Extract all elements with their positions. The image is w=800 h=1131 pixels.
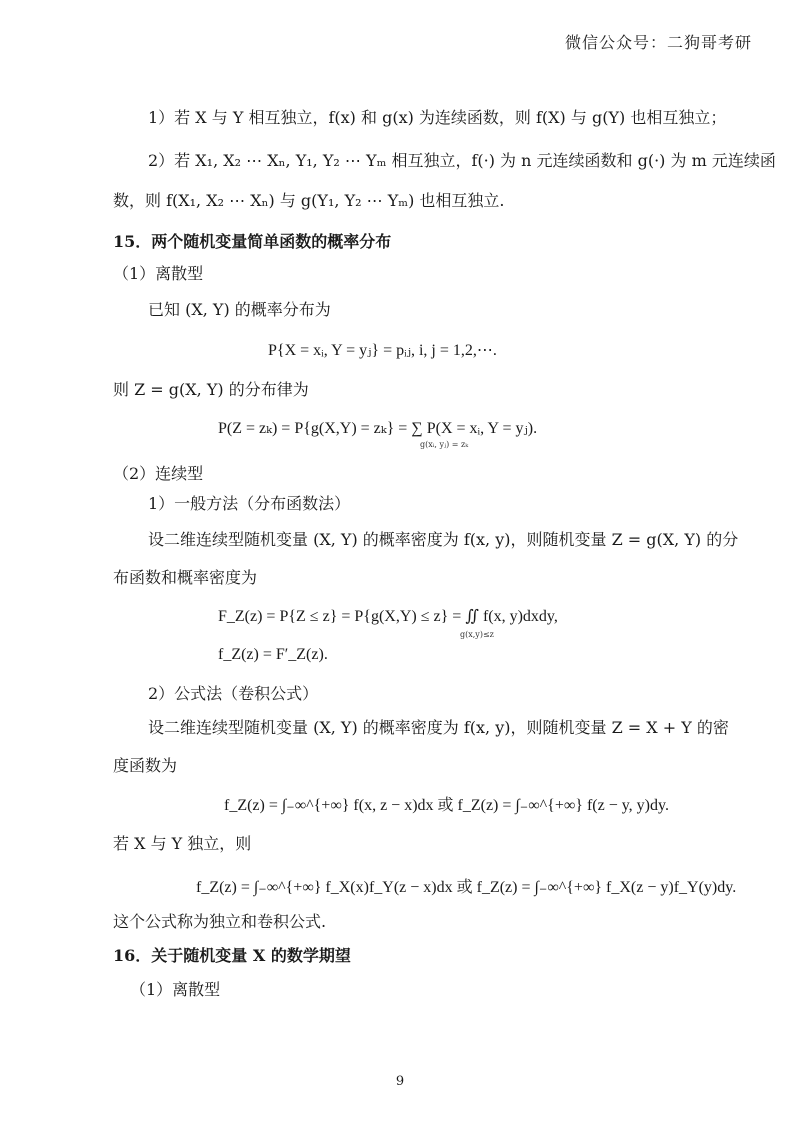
pdf-formula: f_Z(z) = F′_Z(z).: [218, 646, 328, 663]
item-2-line-b: 数，则 f(X₁, X₂ ⋯ Xₙ) 与 g(Y₁, Y₂ ⋯ Yₘ) 也相互独立.: [113, 191, 505, 210]
method-2-text-b: 度函数为: [113, 756, 178, 775]
method-1-text-a: 设二维连续型随机变量 (X, Y) 的概率密度为 f(x, y)，则随机变量 Z = g(X, Y) 的分: [148, 530, 739, 549]
wechat-header: 微信公众号：二狗哥考研: [564, 33, 752, 52]
section-16-title: 16．关于随机变量 X 的数学期望: [113, 946, 351, 965]
convolution-note: 这个公式称为独立和卷积公式.: [113, 912, 327, 931]
continuous-label: （2）连续型: [113, 464, 204, 483]
method-1-text-b: 布函数和概率密度为: [113, 568, 258, 587]
section-15-title: 15．两个随机变量简单函数的概率分布: [113, 232, 392, 251]
item-1: 1）若 X 与 Y 相互独立，f(x) 和 g(x) 为连续函数，则 f(X) 与 g(Y) 也相互独立；: [148, 108, 727, 127]
joint-distribution-formula: P{X = xᵢ, Y = yⱼ} = pᵢⱼ, i, j = 1,2,⋯.: [268, 342, 497, 359]
sum-subscript: g(xᵢ, yⱼ) = zₖ: [420, 440, 469, 449]
item-2-line-a: 2）若 X₁, X₂ ⋯ Xₙ, Y₁, Y₂ ⋯ Yₘ 相互独立，f(·) 为 n 元连续函数和 g(·) 为 m 元连续函: [148, 151, 776, 170]
distribution-law-formula: P(Z = zₖ) = P{g(X,Y) = zₖ} = ∑ P(X = xᵢ, Y = yⱼ).: [218, 420, 538, 437]
method-2-text-a: 设二维连续型随机变量 (X, Y) 的概率密度为 f(x, y)，则随机变量 Z = X + Y 的密: [148, 718, 729, 737]
cdf-formula: F_Z(z) = P{Z ≤ z} = P{g(X,Y) ≤ z} = ∬ f(x, y)dxdy,: [218, 608, 558, 625]
independent-convolution-formula: f_Z(z) = ∫₋∞^{+∞} f_X(x)f_Y(z − x)dx 或 f_Z(z) = ∫₋∞^{+∞} f_X(z − y)f_Y(y)dy.: [196, 879, 737, 896]
independence-text: 若 X 与 Y 独立，则: [113, 834, 252, 853]
section-16-discrete-label: （1）离散型: [130, 980, 221, 999]
double-integral-region: g(x,y)≤z: [460, 630, 494, 639]
known-distribution-text: 已知 (X, Y) 的概率分布为: [148, 300, 331, 319]
distribution-law-text: 则 Z = g(X, Y) 的分布律为: [113, 380, 309, 399]
method-2-label: 2）公式法（卷积公式）: [148, 684, 319, 703]
convolution-formula: f_Z(z) = ∫₋∞^{+∞} f(x, z − x)dx 或 f_Z(z) = ∫₋∞^{+∞} f(z − y, y)dy.: [224, 797, 669, 814]
discrete-label: （1）离散型: [113, 264, 204, 283]
page-number: 9: [395, 1074, 405, 1089]
method-1-label: 1）一般方法（分布函数法）: [148, 494, 351, 513]
